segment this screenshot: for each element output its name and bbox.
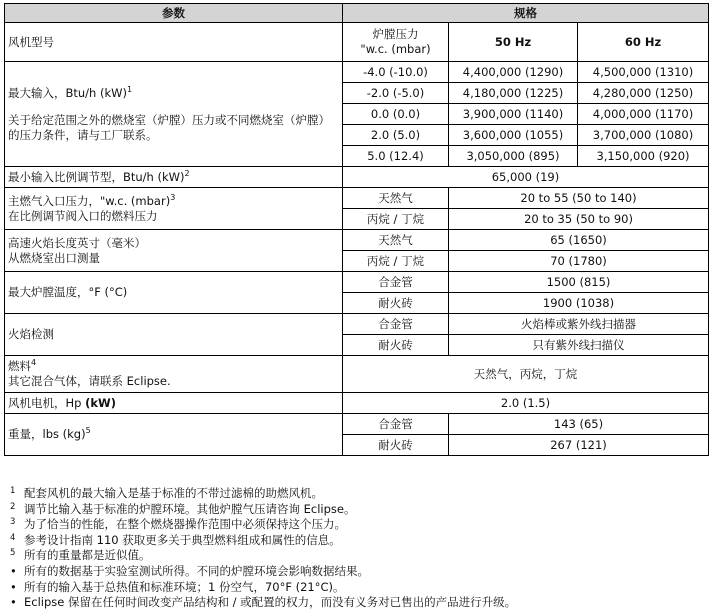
- motor-label: 风机电机，Hp: [8, 395, 86, 410]
- footnote-text: 参考设计指南 110 获取更多关于典型燃料组成和属性的信息。: [24, 532, 341, 547]
- footnote-mark: 2: [10, 501, 16, 512]
- input-60hz: 4,280,000 (1250): [578, 83, 709, 104]
- input-60hz: 4,500,000 (1310): [578, 62, 709, 83]
- motor-label-cell: [5, 393, 343, 414]
- fuel-label-cell: [5, 356, 343, 393]
- max-temp-label: 最大炉膛温度，°F (°C): [5, 272, 343, 314]
- hz50-header: 50 Hz: [449, 23, 578, 62]
- tube-type: 合金管: [343, 272, 449, 293]
- spec-header: 规格: [343, 4, 709, 23]
- flame-length-label-line2: 从燃烧室出口测量: [8, 250, 100, 265]
- gas-pressure-row: [5, 188, 709, 209]
- footnote-text: 调节比输入基于标准的炉膛环境。其他炉膛气压请咨询 Eclipse。: [24, 501, 356, 516]
- input-60hz: 3,150,000 (920): [578, 146, 709, 167]
- pressure-col-label: [343, 23, 449, 62]
- fuel-label-line2: 其它混合气体，请联系 Eclipse.: [8, 374, 171, 388]
- pressure-value: 5.0 (12.4): [343, 146, 449, 167]
- fuel-row: [5, 356, 709, 393]
- flame-detect-value: 只有紫外线扫描仪: [449, 335, 709, 356]
- gas-pressure-label: 主燃气入口压力，"w.c. (mbar): [8, 193, 171, 208]
- model-label: 风机型号: [5, 23, 343, 62]
- motor-row: [5, 393, 709, 414]
- motor-value: 2.0 (1.5): [343, 393, 709, 414]
- bullet-note: [10, 595, 705, 611]
- bullet-note: [10, 580, 705, 596]
- fuel-type: 天然气: [343, 230, 449, 251]
- bullet-text: Eclipse 保留在任何时间改变产品结构和 / 或配置的权力，而没有义务对已售出的产品进行升级。: [24, 595, 517, 610]
- gas-pressure-label-line2: 在比例调节阀入口的燃料压力: [8, 208, 158, 223]
- footnote: [10, 548, 705, 564]
- gas-pressure-value: 20 to 55 (50 to 140): [449, 188, 709, 209]
- max-input-note: 关于给定范围之外的燃烧室（炉膛）压力或不同燃烧室（炉膛）的压力条件，请与工厂联系。: [8, 112, 330, 142]
- gas-pressure-label-cell: [5, 188, 343, 230]
- max-input-label: 最大输入，Btu/h (kW): [8, 85, 128, 100]
- pressure-value: 0.0 (0.0): [343, 104, 449, 125]
- weight-label-cell: [5, 414, 343, 456]
- footnote-text: 所有的重量都是近似值。: [24, 548, 151, 563]
- min-input-label: 最小输入比例调节型，Btu/h (kW): [8, 169, 185, 184]
- input-50hz: 4,400,000 (1290): [449, 62, 578, 83]
- pressure-value: -2.0 (-5.0): [343, 83, 449, 104]
- input-50hz: 4,180,000 (1225): [449, 83, 578, 104]
- tube-type: 合金管: [343, 314, 449, 335]
- tube-type: 耐火砖: [343, 335, 449, 356]
- footnote-mark: 3: [10, 517, 16, 528]
- max-input-label-cell: [5, 62, 343, 167]
- fuel-label: 燃料: [8, 359, 31, 373]
- header-row: [5, 4, 709, 23]
- input-50hz: 3,900,000 (1140): [449, 104, 578, 125]
- bullet-text: 所有的输入基于总热值和标准环境；1 份空气，70°F (21°C)。: [24, 579, 345, 594]
- param-header: 参数: [5, 4, 343, 23]
- footnote: [10, 517, 705, 533]
- max-temp-value: 1500 (815): [449, 272, 709, 293]
- flame-length-value: 65 (1650): [449, 230, 709, 251]
- min-input-sup: 2: [184, 168, 190, 178]
- tube-type: 合金管: [343, 414, 449, 435]
- footnote-text: 为了恰当的性能，在整个燃烧器操作范围中必须保持这个压力。: [24, 517, 346, 532]
- max-temp-value: 1900 (1038): [449, 293, 709, 314]
- footnotes: [10, 486, 705, 611]
- footnote-mark: 1: [10, 486, 16, 496]
- fuel-type: 丙烷 / 丁烷: [343, 251, 449, 272]
- tube-type: 耐火砖: [343, 435, 449, 456]
- pressure-label-line1: 炉膛压力: [372, 27, 419, 41]
- input-50hz: 3,600,000 (1055): [449, 125, 578, 146]
- pressure-value: 2.0 (5.0): [343, 125, 449, 146]
- min-input-label-cell: [5, 167, 343, 188]
- pressure-label-line2: "w.c. (mbar): [360, 42, 431, 56]
- min-input-row: [5, 167, 709, 188]
- max-temp-row: [5, 272, 709, 293]
- footnote-text: 配套风机的最大输入是基于标准的不带过滤棉的助燃风机。: [24, 486, 323, 500]
- bullet-mark: •: [10, 595, 17, 610]
- footnote: [10, 486, 705, 502]
- bullet-text: 所有的数据基于实验室测试所得。不同的炉膛环境会影响数据结果。: [24, 563, 369, 578]
- footnote-mark: 5: [10, 548, 16, 559]
- flame-detect-label: 火焰检测: [5, 314, 343, 356]
- flame-detect-value: 火焰棒或紫外线扫描器: [449, 314, 709, 335]
- spec-table: [4, 3, 709, 456]
- flame-length-label-cell: [5, 230, 343, 272]
- fuel-sup: 4: [31, 358, 37, 368]
- gas-pressure-sup: 3: [170, 192, 176, 202]
- weight-value: 143 (65): [449, 414, 709, 435]
- max-input-row: [5, 62, 709, 83]
- footnote-mark: 4: [10, 532, 16, 543]
- bullet-mark: •: [10, 579, 17, 594]
- input-60hz: 4,000,000 (1170): [578, 104, 709, 125]
- flame-detect-row: [5, 314, 709, 335]
- weight-row: [5, 414, 709, 435]
- pressure-value: -4.0 (-10.0): [343, 62, 449, 83]
- weight-value: 267 (121): [449, 435, 709, 456]
- tube-type: 耐火砖: [343, 293, 449, 314]
- flame-length-row: [5, 230, 709, 251]
- weight-label: 重量，lbs (kg): [8, 427, 86, 441]
- min-input-value: 65,000 (19): [343, 167, 709, 188]
- input-60hz: 3,700,000 (1080): [578, 125, 709, 146]
- fuel-type: 天然气: [343, 188, 449, 209]
- weight-sup: 5: [85, 426, 91, 436]
- max-input-sup: 1: [127, 84, 133, 94]
- hz60-header: 60 Hz: [578, 23, 709, 62]
- footnote: [10, 533, 705, 549]
- bullet-mark: •: [10, 563, 17, 578]
- fuel-type: 丙烷 / 丁烷: [343, 209, 449, 230]
- bullet-note: [10, 564, 705, 580]
- motor-label-unit: (kW): [85, 395, 116, 410]
- input-50hz: 3,050,000 (895): [449, 146, 578, 167]
- flame-length-label: 高速火焰长度英寸（毫米）: [8, 235, 146, 250]
- gas-pressure-value: 20 to 35 (50 to 90): [449, 209, 709, 230]
- footnote: [10, 502, 705, 518]
- flame-length-value: 70 (1780): [449, 251, 709, 272]
- fuel-value: 天然气，丙烷，丁烷: [343, 356, 709, 393]
- model-row: [5, 23, 709, 62]
